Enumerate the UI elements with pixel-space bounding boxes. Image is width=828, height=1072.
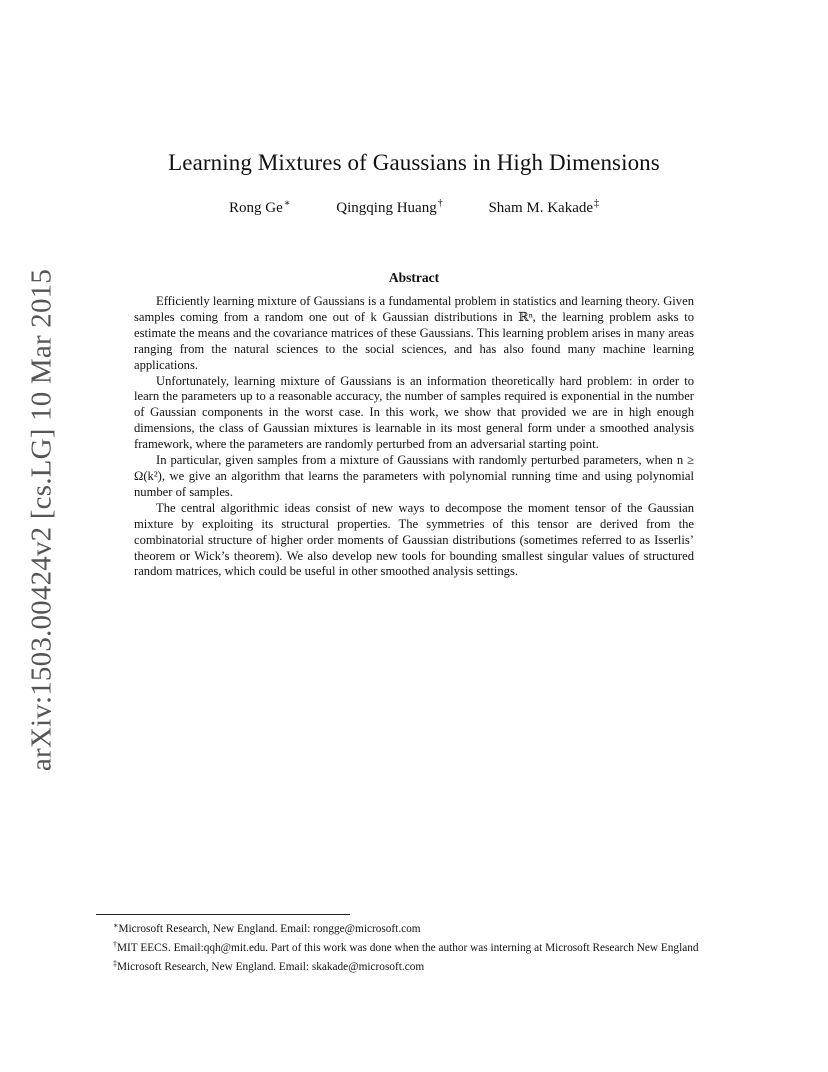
abstract-paragraph: The central algorithmic ideas consist of new ways to decompose the moment tensor of the Gaussian mixture by exploiting its structural properties. The symmetries of this tensor are derived from the combinatorial structure of higher order moments of Gaussian distributions (sometimes referred to as Isserlis’ theorem or Wick’s theorem). We also develop new tools for bounding smallest singular values of structured random matrices, which could be useful in other smoothed analysis settings. (134, 500, 694, 579)
footnote-text: Microsoft Research, New England. Email: rongge@microsoft.com (118, 923, 421, 935)
footnote-text: MIT EECS. Email:qqh@mit.edu. Part of this work was done when the author was interning at Microsoft Research New England (117, 942, 699, 955)
footnote (96, 956, 736, 975)
footnote-mark: ∗ (113, 921, 119, 930)
author-mark: ‡ (594, 198, 600, 209)
author (229, 198, 291, 217)
footnote-divider (96, 914, 350, 915)
author-name: Sham M. Kakade (488, 200, 594, 216)
paper-title: Learning Mixtures of Gaussians in High Dimensions (168, 150, 660, 175)
footnote (96, 937, 736, 956)
footnote-text: Microsoft Research, New England. Email: skakade@microsoft.com (117, 961, 425, 974)
footnotes (96, 918, 736, 975)
author-mark: ∗ (283, 198, 291, 209)
abstract-paragraph: Unfortunately, learning mixture of Gaussians is an information theoretically hard problem: in order to learn the parameters up to a reasonable accuracy, the number of samples required is exponential in the number of Gaussian components in the worst case. In this work, we show that provided we are in high enough dimensions, the class of Gaussian mixtures is learnable in its most general form under a smoothed analysis framework, where the parameters are randomly perturbed from an adversarial starting point. (134, 373, 694, 452)
footnote-mark: † (113, 940, 117, 950)
author-name: Rong Ge (228, 200, 283, 216)
author-name: Qingqing Huang (336, 200, 437, 216)
author (488, 198, 599, 217)
abstract-paragraph: Efficiently learning mixture of Gaussians is a fundamental problem in statistics and learning theory. Given samples coming from a random one out of k Gaussian distributions in ℝⁿ, the learning problem asks to estimate the means and the covariance matrices of these Gaussians. This learning problem arises in many areas ranging from the natural sciences to the social sciences, and has also found many machine learning applications. (134, 294, 694, 372)
author-mark: † (437, 198, 443, 209)
author-list (0, 198, 828, 217)
author (336, 198, 442, 217)
footnote-mark: ‡ (113, 959, 117, 969)
arxiv-id: arXiv:1503.00424v2 [cs.LG] 10 Mar 2015 (25, 268, 58, 772)
abstract-heading: Abstract (388, 270, 440, 285)
abstract-paragraph: In particular, given samples from a mixture of Gaussians with randomly perturbed parameters, when n ≥ Ω(k²), we give an algorithm that learns the parameters with polynomial running time and using polynomial number of samples. (134, 453, 694, 499)
footnote (96, 918, 736, 937)
abstract-body (134, 294, 694, 580)
